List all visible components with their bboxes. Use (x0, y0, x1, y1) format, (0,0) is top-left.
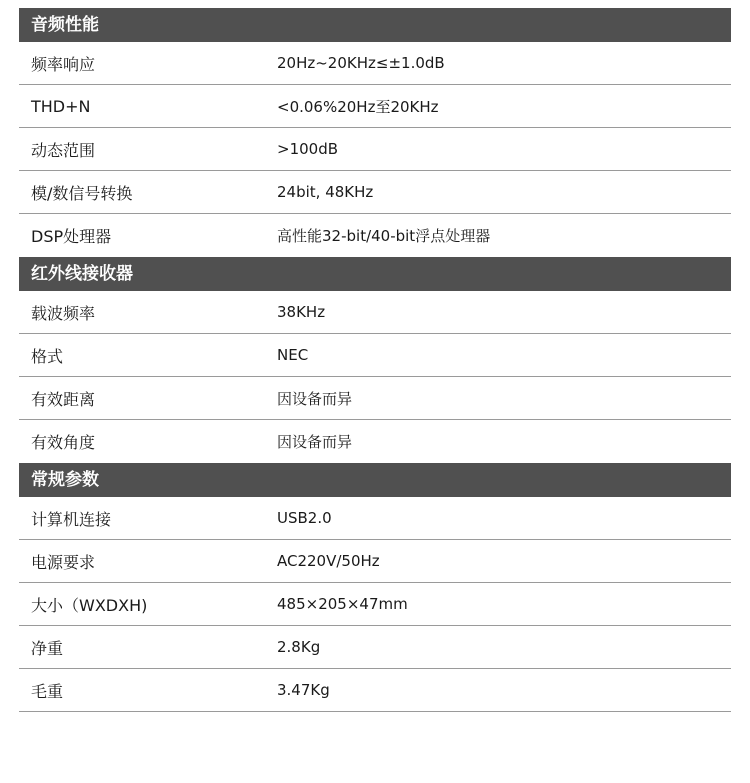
row-value: 485×205×47mm (277, 595, 408, 613)
table-row (19, 128, 731, 171)
row-value: 38KHz (277, 303, 326, 321)
row-value: 因设备而异 (277, 389, 353, 408)
row-label: THD+N (31, 96, 91, 116)
table-row (19, 669, 731, 712)
table-row (19, 291, 731, 334)
section-header-general: 常规参数 (19, 463, 731, 497)
row-value: 3.47Kg (277, 681, 330, 699)
table-row (19, 626, 731, 669)
row-label: 毛重 (31, 681, 64, 701)
row-value: 因设备而异 (277, 433, 353, 451)
row-value: 20Hz~20KHz≤±1.0dB (277, 54, 445, 72)
row-label: 大小（WXDXH) (31, 595, 148, 615)
section-header-audio: 音频性能 (19, 8, 731, 42)
row-label: 频率响应 (31, 54, 96, 74)
table-row (19, 42, 731, 85)
row-label: 模/数信号转换 (31, 183, 133, 203)
row-label: 有效距离 (31, 389, 96, 409)
table-row (19, 171, 731, 214)
table-row (19, 420, 731, 463)
table-row (19, 377, 731, 420)
table-row (19, 85, 731, 128)
row-value: >100dB (277, 140, 339, 158)
table-row (19, 583, 731, 626)
section-header-ir-receiver: 红外线接收器 (19, 257, 731, 291)
table-row (19, 540, 731, 583)
row-value: NEC (277, 346, 309, 364)
row-value: AC220V/50Hz (277, 552, 380, 570)
row-label: 载波频率 (31, 303, 96, 323)
row-label: 净重 (31, 638, 64, 658)
row-label: DSP处理器 (31, 227, 112, 246)
row-value: 高性能32-bit/40-bit浮点处理器 (277, 227, 491, 245)
spec-table (19, 8, 731, 712)
table-row (19, 497, 731, 540)
row-value: <0.06%20Hz至20KHz (277, 97, 439, 116)
row-label: 动态范围 (31, 140, 96, 160)
row-value: USB2.0 (277, 509, 332, 527)
row-value: 2.8Kg (277, 638, 321, 656)
row-label: 有效角度 (31, 433, 96, 452)
row-label: 电源要求 (31, 552, 96, 572)
table-row (19, 214, 731, 257)
row-label: 计算机连接 (31, 509, 112, 529)
row-value: 24bit, 48KHz (277, 183, 374, 201)
table-row (19, 334, 731, 377)
row-label: 格式 (31, 346, 64, 366)
